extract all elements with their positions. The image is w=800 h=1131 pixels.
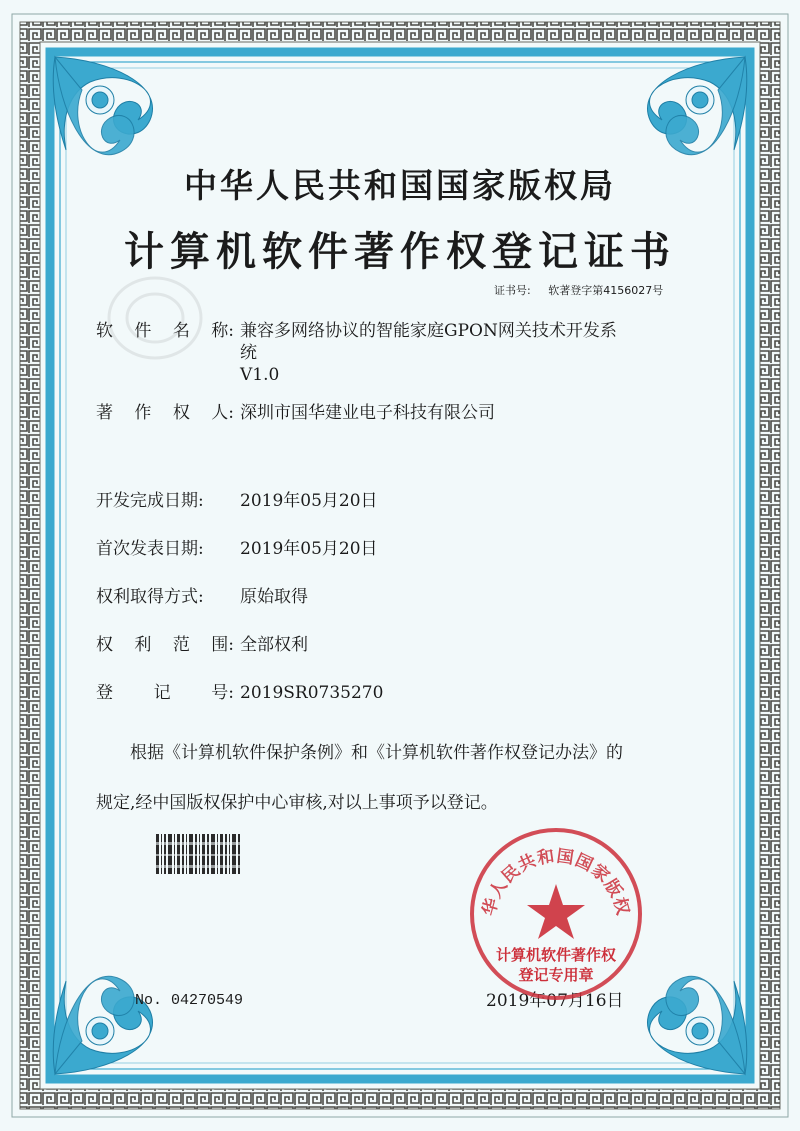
dev-date-value: 2019年05月20日 <box>240 491 378 511</box>
statement-line-1: 根据《计算机软件保护条例》和《计算机软件著作权登记办法》的 <box>130 743 623 763</box>
scope-value: 全部权利 <box>240 635 308 655</box>
statement-line-2: 规定,经中国版权保护中心审核,对以上事项予以登记。 <box>96 793 498 813</box>
certificate-number-label: 证书号: <box>494 284 531 297</box>
seal-line-1: 计算机软件著作权 <box>495 946 616 964</box>
svg-text:中华人民共和国国家版权局: 华人民共和国国家版权 <box>479 846 633 918</box>
watermark-emblem <box>109 278 201 358</box>
registration-label: 登 记 号: <box>96 683 234 703</box>
certificate-number <box>494 282 663 298</box>
issue-date: 2019年07月16日 <box>486 991 624 1011</box>
software-name-value: 兼容多网络协议的智能家庭GPON网关技术开发系 统 V1.0 <box>240 321 617 385</box>
seal-line-2: 登记专用章 <box>518 966 594 984</box>
scope-label: 权 利 范 围: <box>96 635 234 655</box>
official-seal <box>468 826 644 1002</box>
serial-number: No. 04270549 <box>135 992 244 1009</box>
owner-label: 著 作 权 人: <box>96 403 234 423</box>
pub-date-value: 2019年05月20日 <box>240 539 378 559</box>
acquisition-value: 原始取得 <box>240 587 308 607</box>
software-name-label: 软 件 名 称: <box>96 321 234 341</box>
registration-value: 2019SR0735270 <box>240 683 384 703</box>
corner-ornament-bottom-right <box>647 976 746 1074</box>
acquisition-label: 权利取得方式: <box>96 587 204 607</box>
barcode-image <box>156 834 240 874</box>
issuer-title: 中华人民共和国国家版权局 <box>184 166 616 205</box>
certificate-title: 计算机软件著作权登记证书 <box>124 229 676 275</box>
corner-ornament-top-left <box>53 57 152 155</box>
corner-ornament-bottom-left <box>53 976 152 1074</box>
dev-date-label: 开发完成日期: <box>96 491 204 511</box>
owner-value: 深圳市国华建业电子科技有限公司 <box>240 403 495 423</box>
pub-date-label: 首次发表日期: <box>96 539 204 559</box>
certificate-number-value: 软著登字第4156027号 <box>548 284 664 297</box>
corner-ornament-top-right <box>647 57 746 155</box>
